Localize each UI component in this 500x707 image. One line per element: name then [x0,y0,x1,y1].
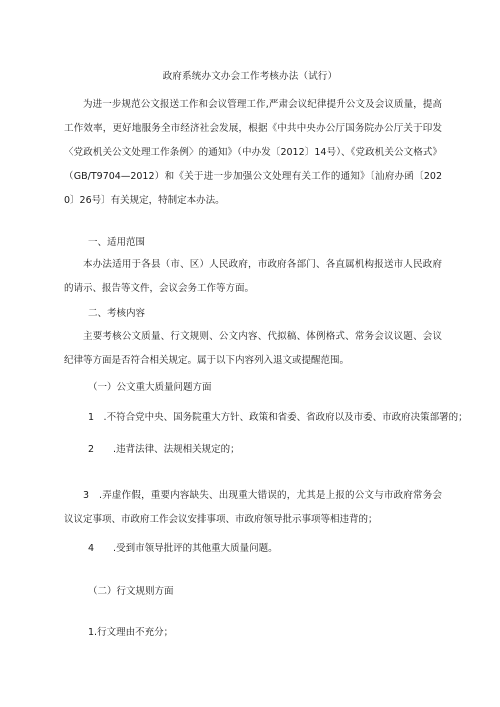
document-title: 政府系统办文办会工作考核办法（试行） [162,71,338,82]
scope-paragraph: 本办法适用于各县（市、区）人民政府，市政府各部门、各直属机构报送市人民政府的请示、报告等文件，会议会务工作等方面。 [64,259,442,294]
list-item-quality-2: 2 .违背法律、法规相关规定的； [88,444,240,455]
subsection-heading-rules: （二）行文规则方面 [88,586,174,597]
list-item-quality-4: 4 .受到市领导批评的其他重大质量问题。 [88,543,278,554]
subsection-heading-quality: （一）公文重大质量问题方面 [88,382,212,393]
intro-paragraph: 为进一步规范公文报送工作和会议管理工作,严肃会议纪律提升公文及会议质量，提高工作效率，更好地服务全市经济社会发展，根据《中共中央办公厅国务院办公厅关于印发〈党政机关公文处理工作条例〉的通知》（中办发〔2012〕14号）、《党政机关公文格式》（GB/T9704—2012）和《关于进一步加强公文处理有关工作的通知》〔汕府办函〔2020〕26号〕有关规定，特制定本办法。 [64,99,442,206]
list-item-quality-3: 3 .弄虚作假，重要内容缺失、出现重大错误的，尤其是上报的公文与市政府常务会议议定事项、市政府工作会议安排事项、市政府领导批示事项等相违背的； [64,490,442,525]
section-heading-scope: 一、适用范围 [88,237,146,248]
section-heading-content: 二、考核内容 [88,308,146,319]
list-item-quality-1: 1 .不符合党中央、国务院重大方针、政策和省委、省政府以及市委、市政府决策部署的； [88,412,468,423]
list-item-rules-1: 1.行文理由不充分； [88,627,174,638]
content-paragraph: 主要考核公文质量、行文规则、公文内容、代拟稿、体例格式、常务会议议题、会议纪律等方面是否符合相关规定。属于以下内容列入退文或提醒范围。 [64,331,442,366]
